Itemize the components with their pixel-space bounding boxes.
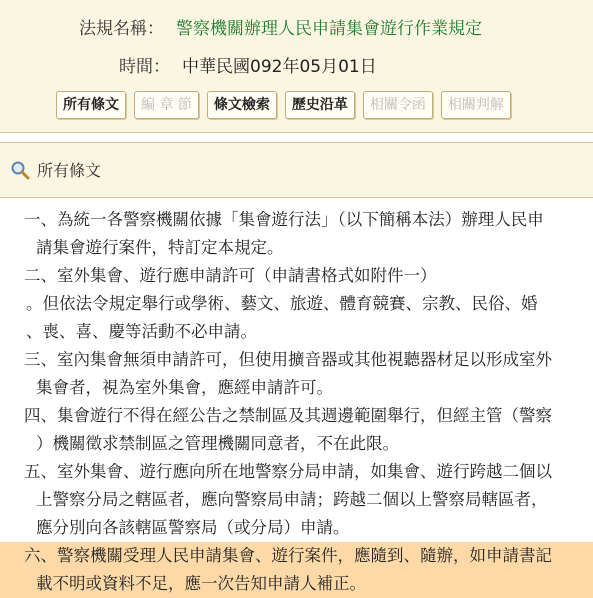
article-item [0,346,593,402]
law-header [0,0,593,133]
article-line: 集會者，視為室外集會，應經申請許可。 [36,378,333,397]
article-list [0,206,593,598]
article-line: 應分別向各該轄區警察局（或分局）申請。 [36,518,350,537]
law-name-value: 警察機關辦理人民申請集會遊行作業規定 [176,19,482,39]
chapter-section-button[interactable]: 編 章 節 [134,91,199,119]
article-line: ）機關徵求禁制區之管理機關同意者，不在此限。 [36,434,399,453]
article-item [0,458,593,542]
article-line: 三、室內集會無須申請許可，但使用擴音器或其他視聽器材足以形成室外 [24,350,552,369]
law-name-label: 法規名稱： [79,19,164,39]
law-date-row [119,52,377,77]
article-line: 。但依法令規定舉行或學術、藝文、旅遊、體育競賽、宗教、民俗、婚 [26,294,538,313]
article-line: 六、警察機關受理人民申請集會、遊行案件，應隨到、隨辦，如申請書記 [24,546,552,565]
article-item-highlighted [0,542,593,598]
magnifier-icon [10,160,30,180]
article-line: 請集會遊行案件，特訂定本規定。 [36,238,284,257]
law-date-label: 時間： [119,57,170,77]
law-name-row [79,14,482,39]
article-line: 五、室外集會、遊行應向所在地警察分局申請，如集會、遊行跨越二個以 [24,462,552,481]
article-item [0,206,593,262]
related-orders-button[interactable]: 相關令函 [363,91,433,119]
article-line: 四、集會遊行不得在經公告之禁制區及其週邊範圍舉行，但經主管（警察 [24,406,552,425]
all-articles-button[interactable]: 所有條文 [56,91,126,119]
article-item [0,262,593,346]
article-search-button[interactable]: 條文檢索 [207,91,277,119]
article-line: 上警察分局之轄區者，應向警察局申請；跨越二個以上警察局轄區者， [36,490,548,509]
article-line: 載不明或資料不足，應一次告知申請人補正。 [36,574,366,593]
law-date-value: 中華民國092年05月01日 [182,57,377,77]
related-rulings-button[interactable]: 相關判解 [441,91,511,119]
section-title-bar [0,142,593,198]
section-title: 所有條文 [37,161,102,180]
history-button[interactable]: 歷史沿革 [285,91,355,119]
tab-button-bar [56,91,519,119]
article-item [0,402,593,458]
article-line: 二、室外集會、遊行應申請許可（申請書格式如附件一） [24,266,437,285]
article-line: 、喪、喜、慶等活動不必申請。 [26,322,257,341]
article-line: 一、為統一各警察機關依據「集會遊行法」（以下簡稱本法）辦理人民申 [24,210,544,229]
